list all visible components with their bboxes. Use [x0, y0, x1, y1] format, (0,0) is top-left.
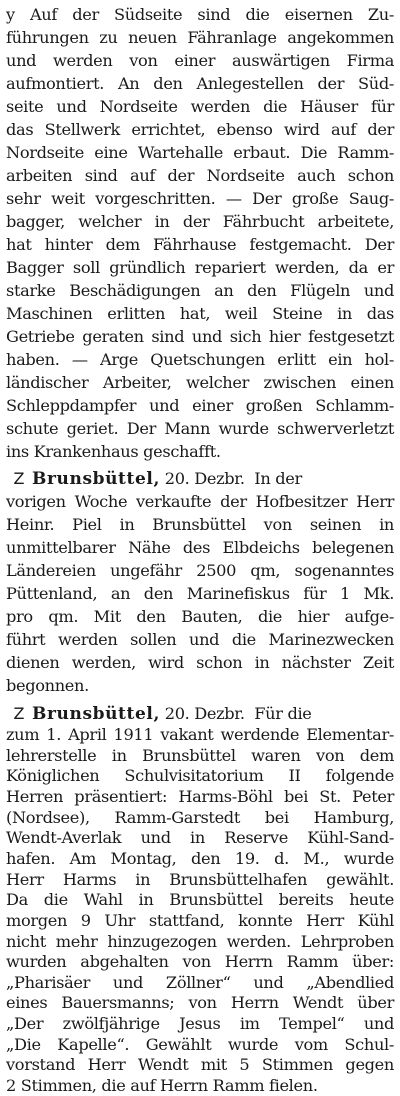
article-3-line: Herren präsentiert: Harms-Böhl bei St. Peter: [6, 786, 394, 806]
article-3-line: 2 Stimmen, die auf Herrn Ramm fielen.: [6, 1076, 318, 1095]
article-2-heading-line: [6, 467, 394, 491]
article-2-line: führt werden sollen und die Marinezwecken: [6, 630, 394, 649]
article-3-line: Wendt-Averlak und in Reserve Kühl-Sand-: [6, 828, 394, 848]
article-1-line: sehr weit vorgeschritten. — Der große Saug-: [6, 189, 394, 208]
article-2-line: begonnen.: [6, 676, 89, 695]
article-2-line: unmittelbarer Nähe des Elbdeichs belegenen: [6, 538, 394, 557]
article-3-heading-line: [6, 702, 394, 726]
article-3-line: wurden abgehalten von Herrn Ramm über:: [6, 952, 394, 972]
dateline-rest: 20. Dezbr. Für die: [159, 704, 312, 723]
article-3-line: Königlichen Schulvisitatorium II folgende: [6, 766, 394, 786]
article-1-line: das Stellwerk errichtet, ebenso wird auf der: [6, 120, 394, 139]
newspaper-column: [6, 0, 394, 1096]
dateline-rest: 20. Dezbr. In der: [159, 469, 302, 488]
article-1-line: arbeiten sind auf der Nordseite auch schon: [6, 166, 394, 185]
article-1-line: ländischer Arbeiter, welcher zwischen einen: [6, 373, 394, 392]
article-3-line: (Nordsee), Ramm-Garstedt bei Hamburg,: [6, 807, 394, 827]
article-2-line: Ländereien ungefähr 2500 qm, sogenanntes: [6, 561, 394, 580]
article-1-line: starke Beschädigungen an den Flügeln und: [6, 281, 394, 300]
article-3-line: Da die Wahl in Brunsbüttel bereits heute: [6, 890, 394, 910]
dateline-place: Brunsbüttel,: [32, 469, 160, 489]
article-1-line: führungen zu neuen Fähranlage angekommen: [6, 28, 394, 47]
article-3-line: „Die Kapelle“. Gewählt wurde vom Schul-: [6, 1034, 394, 1054]
article-3-line: morgen 9 Uhr stattfand, konnte Herr Kühl: [6, 910, 394, 930]
dateline-place: Brunsbüttel,: [32, 704, 160, 724]
article-2-line: vorigen Woche verkaufte der Hofbesitzer Herr: [6, 492, 394, 511]
article-1-line: seite und Nordseite werden die Häuser für: [6, 97, 394, 116]
article-3-line: „Der zwölfjährige Jesus im Tempel“ und: [6, 1014, 394, 1034]
article-3-line: nicht mehr hinzugezogen werden. Lehrproben: [6, 931, 394, 951]
correspondent-marker: Z: [13, 469, 25, 488]
article-3-line: lehrerstelle in Brunsbüttel waren von dem: [6, 745, 394, 765]
article-3-line: eines Bauersmanns; von Herrn Wendt über: [6, 993, 394, 1013]
article-3-line: hafen. Am Montag, den 19. d. M., wurde: [6, 848, 394, 868]
article-1-line: hat hinter dem Fährhause festgemacht. Der: [6, 235, 394, 254]
article-3-line: vorstand Herr Wendt mit 5 Stimmen gegen: [6, 1055, 394, 1075]
article-1-line: Maschinen erlitten hat, weil Steine in das: [6, 304, 394, 323]
article-1-line: haben. — Arge Quetschungen erlitt ein hol-: [6, 350, 394, 369]
article-2-line: pro qm. Mit den Bauten, die hier aufge-: [6, 607, 394, 626]
article-1-line: ins Krankenhaus geschafft.: [6, 442, 221, 461]
article-3-line: zum 1. April 1911 vakant werdende Elementar-: [6, 725, 394, 744]
article-1-line: y Auf der Südseite sind die eisernen Zu-: [6, 5, 394, 24]
article-1-line: Nordseite eine Wartehalle erbaut. Die Ramm-: [6, 143, 394, 162]
article-2-line: dienen werden, wird schon in nächster Zeit: [6, 653, 394, 672]
article-3-line: Herr Harms in Brunsbüttelhafen gewählt.: [6, 869, 394, 889]
article-2-line: Heinr. Piel in Brunsbüttel von seinen in: [6, 515, 394, 534]
article-1-line: bagger, welcher in der Fährbucht arbeitete,: [6, 212, 394, 231]
article-1-line: Bagger soll gründlich repariert werden, da er: [6, 258, 394, 277]
correspondent-marker: Z: [13, 704, 25, 723]
article-1-line: aufmontiert. An den Anlegestellen der Süd-: [6, 74, 394, 93]
article-2-line: Püttenland, an den Marinefiskus für 1 Mk.: [6, 584, 394, 603]
article-1-line: schute geriet. Der Mann wurde schwerverletzt: [6, 419, 394, 438]
article-1-line: Getriebe geraten sind und sich hier festgesetzt: [6, 327, 394, 346]
article-3-line: „Pharisäer und Zöllner“ und „Abendlied: [6, 972, 394, 992]
article-1-line: und werden von einer auswärtigen Firma: [6, 51, 394, 70]
article-1-line: Schleppdampfer und einer großen Schlamm-: [6, 396, 394, 415]
